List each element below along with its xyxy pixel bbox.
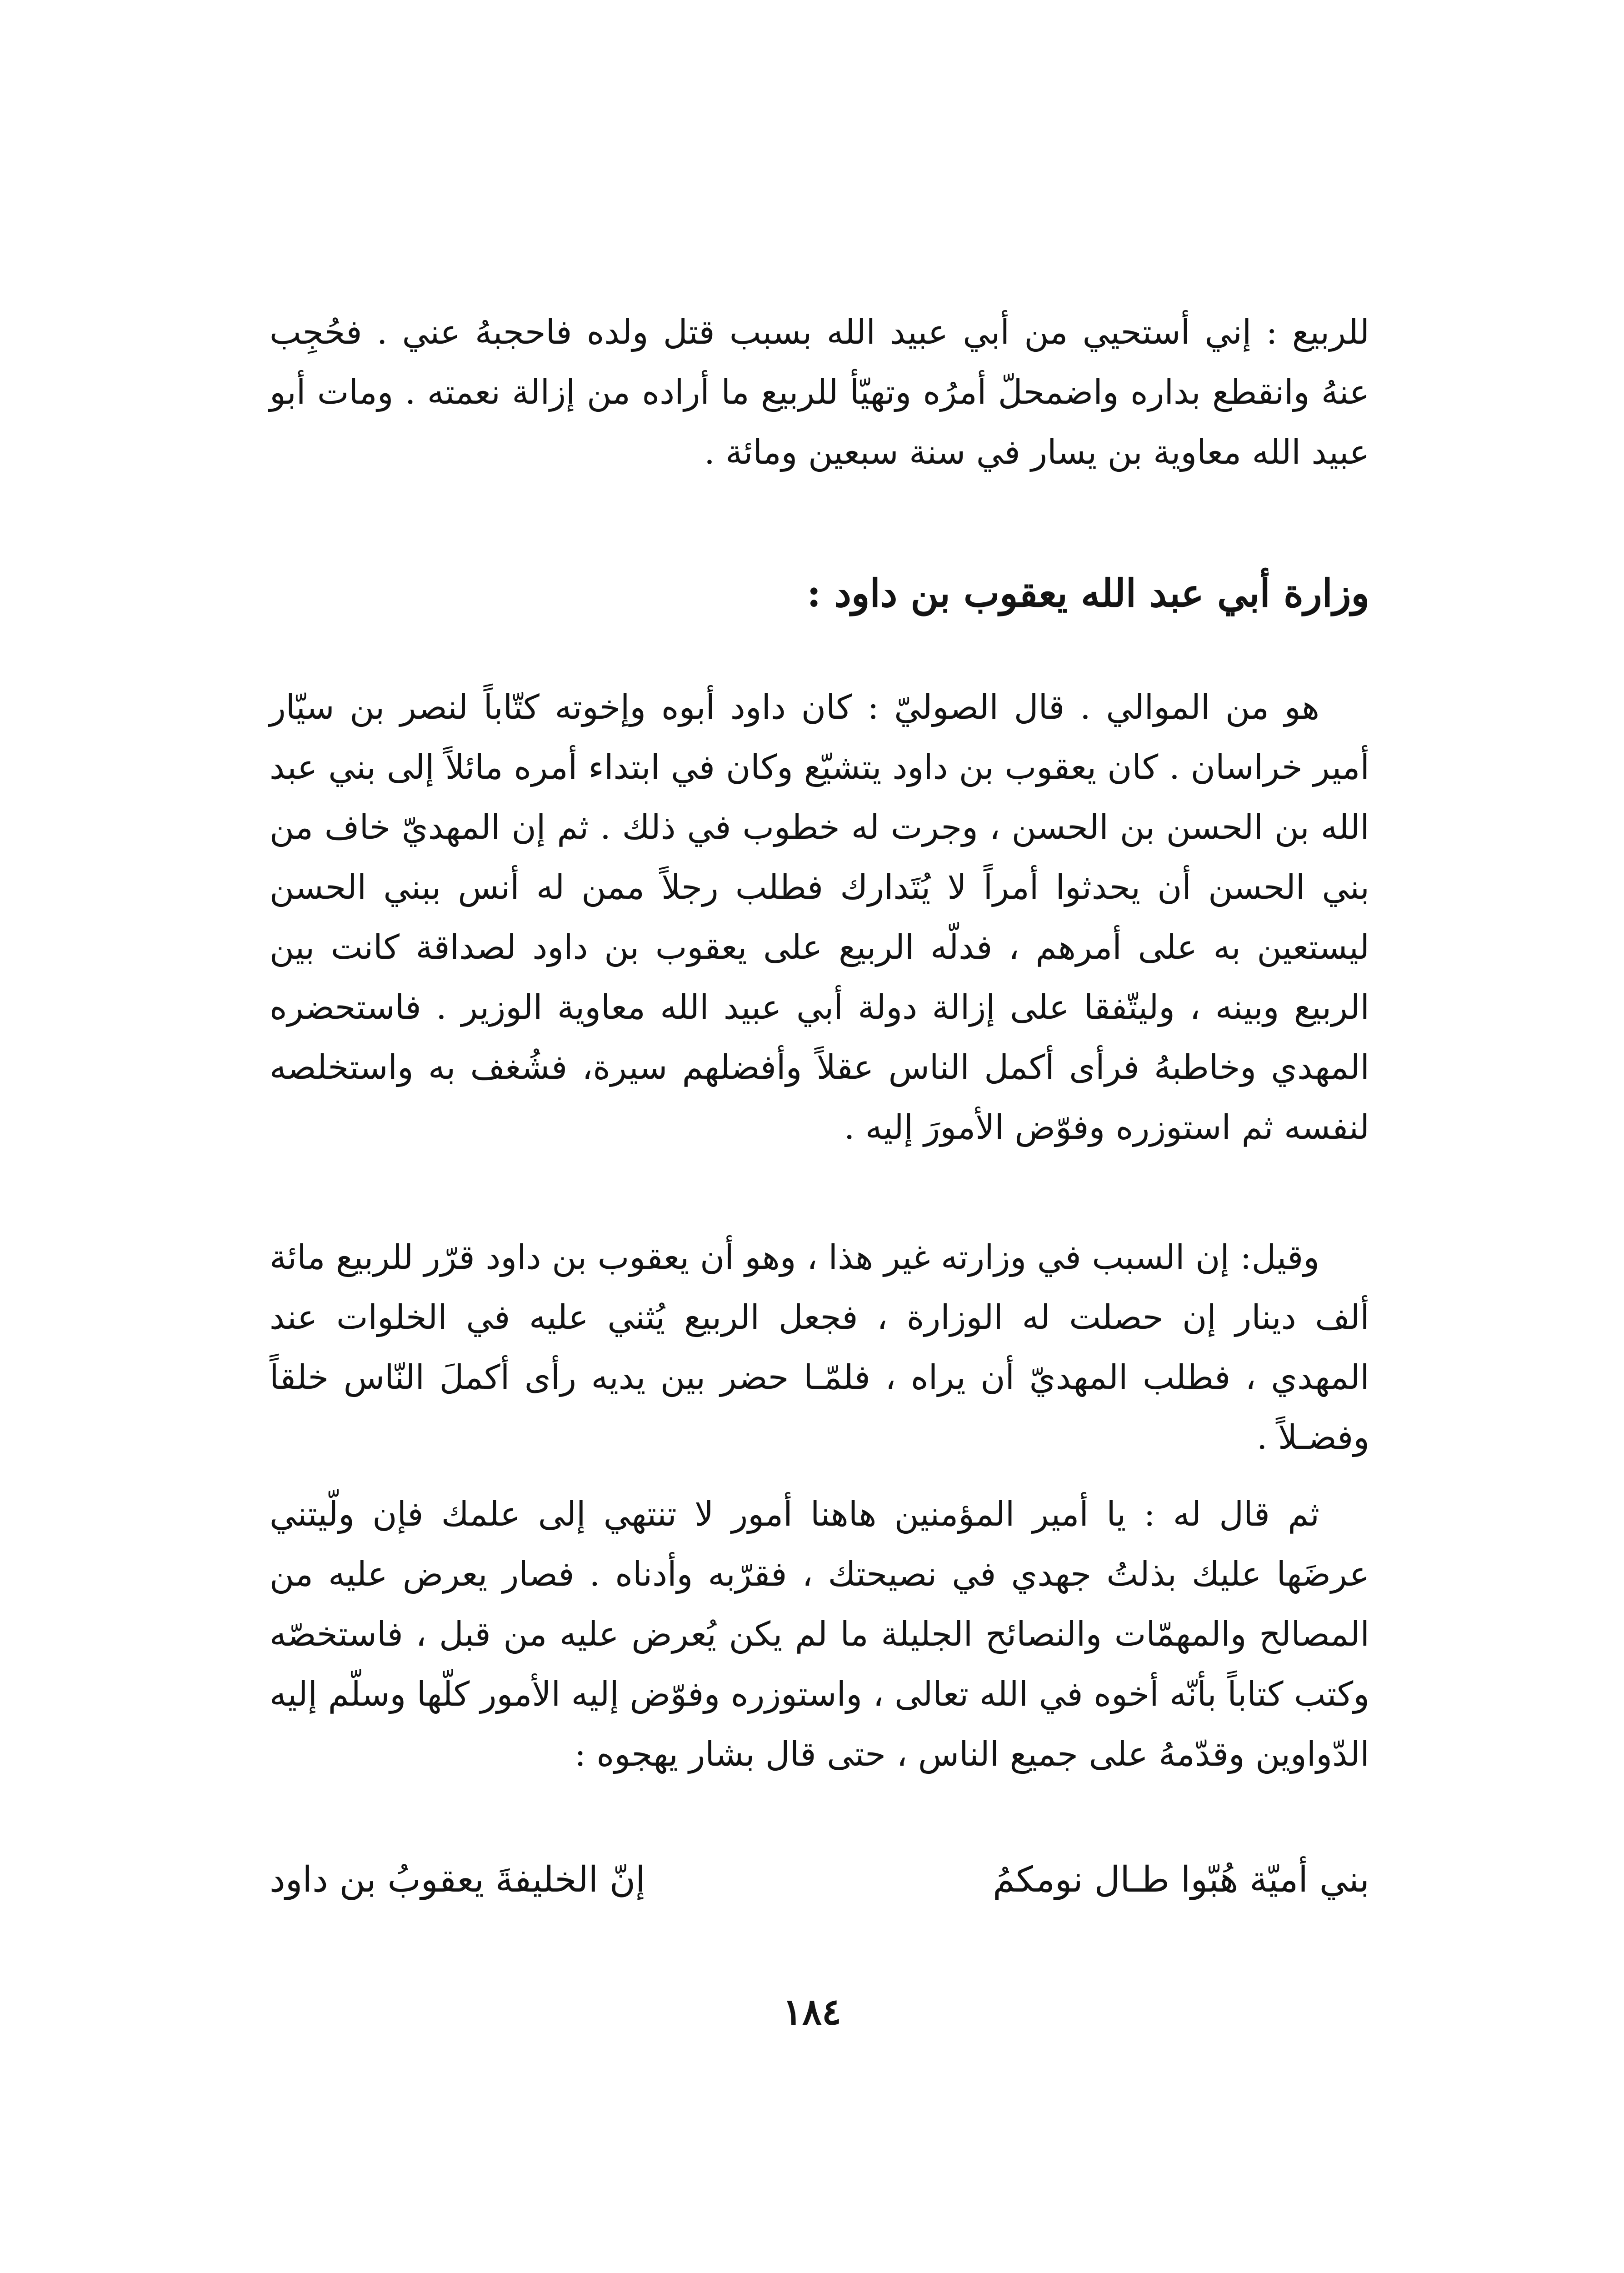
body-paragraph-1 [270, 677, 1369, 1157]
poem-verse [270, 1850, 1369, 1909]
body-paragraph-3 [270, 1484, 1369, 1784]
verse-second-hemistich: إنّ الخليفةَ يعقوبُ بن داود [270, 1859, 645, 1900]
body-paragraph-text: وقيل: إن السبب في وزارته غير هذا ، وهو أن يعقوب بن داود قرّر للربيع مائة ألف دينار إن حصلت له الوزارة ، فجعل الربيع يُثني عليه في الخلوات عند المهدي ، فطلب المهديّ أن يراه ، فلمّـا حضر بين يديه رأى أكملَ النّاس خلقاً وفضـلاً . [270, 1238, 1369, 1457]
page-number: ١٨٤ [783, 1990, 841, 2033]
intro-paragraph [270, 302, 1369, 482]
body-paragraph-2 [270, 1227, 1369, 1467]
body-paragraph-text: ثم قال له : يا أمير المؤمنين هاهنا أمور لا تنتهي إلى علمك فإن ولّيتني عرضَها عليك بذلتُ جهدي في نصيحتك ، فقرّبه وأدناه . فصار يعرض عليه من المصالح والمهمّات والنصائح الجليلة ما لم يكن يُعرض عليه من قبل ، فاستخصّه وكتب كتاباً بأنّه أخوه في الله تعالى ، واستوزره وفوّض إليه الأمور كلّها وسلّم إليه الدّواوين وقدّمهُ على جميع الناس ، حتى قال بشار يهجوه : [270, 1495, 1369, 1774]
body-paragraph-text: هو من الموالي . قال الصوليّ : كان داود أبوه وإخوته كتّاباً لنصر بن سيّار أمير خراسان . كان يعقوب بن داود يتشيّع وكان في ابتداء أمره مائلاً إلى بني عبد الله بن الحسن بن الحسن ، وجرت له خطوب في ذلك . ثم إن المهديّ خاف من بني الحسن أن يحدثوا أمراً لا يُتَدارك فطلب رجلاً ممن له أنس ببني الحسن ليستعين به على أمرهم ، فدلّه الربيع على يعقوب بن داود لصداقة كانت بين الربيع وبينه ، وليتّفقا على إزالة دولة أبي عبيد الله معاوية الوزير . فاستحضره المهدي وخاطبهُ فرأى أكمل الناس عقلاً وأفضلهم سيرة، فشُغف به واستخلصه لنفسه ثم استوزره وفوّض الأمورَ إليه . [270, 688, 1369, 1147]
section-heading: وزارة أبي عبد الله يعقوب بن داود : [807, 571, 1369, 616]
verse-first-hemistich: بني أميّة هُبّوا طـال نومكمُ [992, 1859, 1369, 1900]
intro-paragraph-text: للربيع : إني أستحيي من أبي عبيد الله بسبب قتل ولده فاحجبهُ عني . فحُجِب عنهُ وانقطع بداره واضمحلّ أمرُه وتهيّأ للربيع ما أراده من إزالة نعمته . ومات أبو عبيد الله معاوية بن يسار في سنة سبعين ومائة . [270, 313, 1369, 472]
